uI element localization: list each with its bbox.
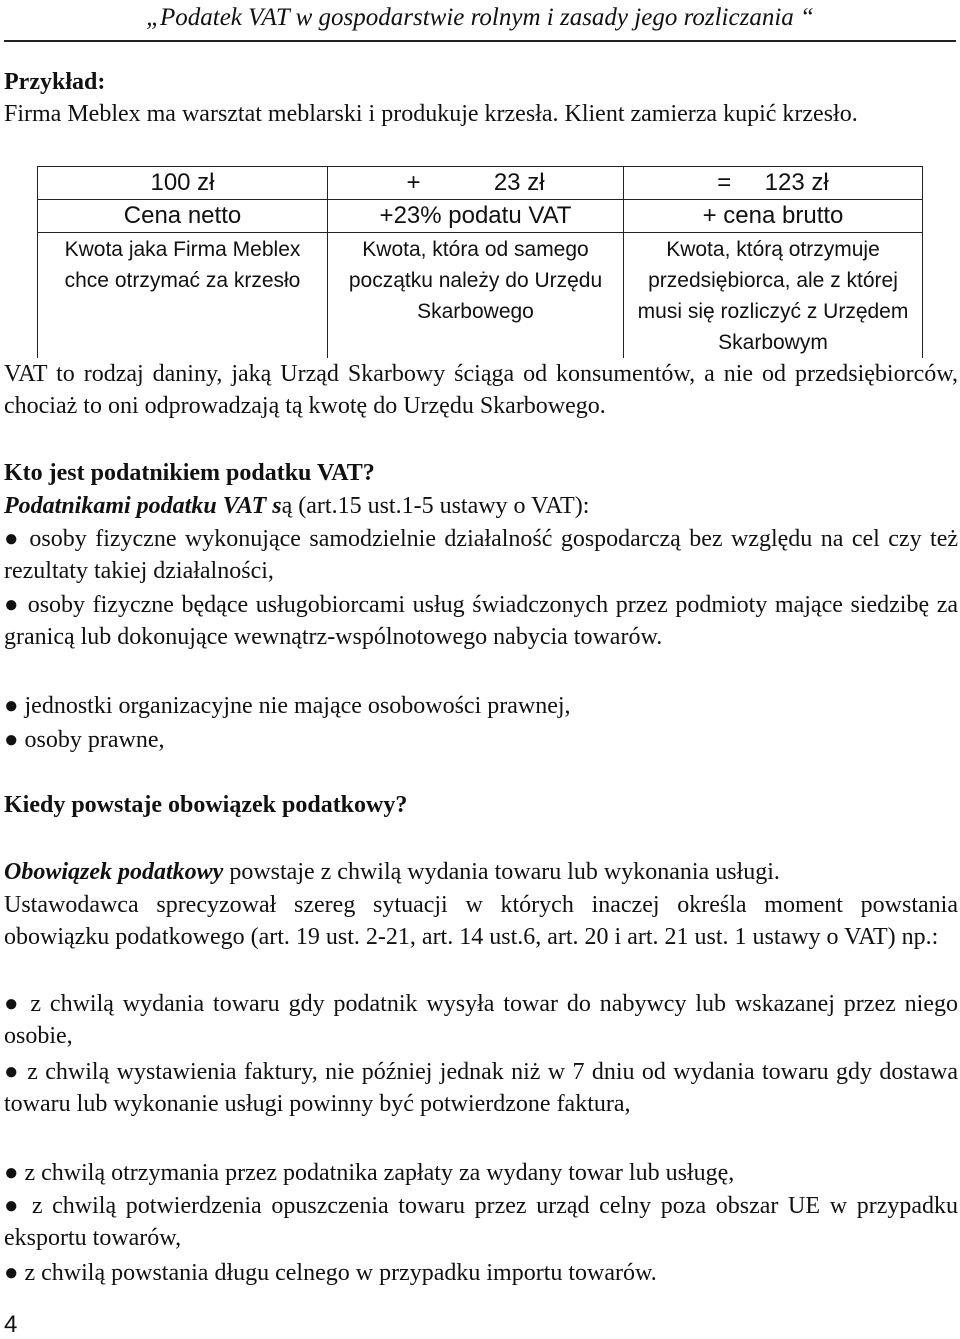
- bullet-icon: ●: [4, 1059, 20, 1085]
- bullet-icon: ●: [4, 991, 22, 1017]
- bullet-icon: ●: [4, 693, 19, 719]
- bullet-icon: ●: [4, 1193, 23, 1219]
- list-item: [4, 1157, 958, 1189]
- table-cell-gross-label: + cena brutto: [624, 200, 923, 233]
- list-item-text: z chwilą powstania długu celnego w przypadku importu towarów.: [24, 1260, 657, 1286]
- bullet-icon: ●: [4, 727, 19, 753]
- list-item: [4, 1190, 958, 1254]
- list-item-text: z chwilą wydania towaru gdy podatnik wysyła towar do nabywcy lub wskazanej przez niego osobie,: [4, 991, 958, 1049]
- table-cell-net-desc: Kwota jaka Firma Meblex chce otrzymać za krzesło: [38, 233, 328, 359]
- obligation-paragraph: Ustawodawca sprecyzował szereg sytuacji w których inaczej określa moment powstania obowiązku podatkowego (art. 19 ust. 2-21, art. 14 ust.6, art. 20 i art. 21 ust. 1 ustawy o VAT) np.:: [4, 892, 958, 950]
- table-cell-vat-label: +23% podatu VAT: [328, 200, 624, 233]
- table-row: [38, 167, 923, 200]
- table-cell-vat-amount: + 23 zł: [328, 167, 624, 200]
- table-cell-gross-amount: = 123 zł: [624, 167, 923, 200]
- vat-example-table: [37, 166, 923, 358]
- bullet-icon: ●: [4, 1260, 19, 1286]
- list-item: [4, 1257, 958, 1289]
- list-item-text: z chwilą potwierdzenia opuszczenia towaru przez urząd celny poza obszar UE w przypadku eksportu towarów,: [4, 1193, 959, 1251]
- table-cell-net-label: Cena netto: [38, 200, 328, 233]
- example-text: Firma Meblex ma warsztat meblarski i produkuje krzesła. Klient zamierza kupić krzesło.: [4, 101, 858, 127]
- obligation-lead: Obowiązek podatkowy powstaje z chwilą wydania towaru lub wykonania usługi.: [4, 859, 780, 885]
- list-item: [4, 523, 958, 587]
- page-number: 4: [4, 1311, 18, 1338]
- list-item: [4, 690, 958, 722]
- list-item-text: osoby fizyczne będące usługobiorcami usług świadczonych przez podmioty mające siedzibę za granicą lub dokonujące wewnątrz-wspólnotowego nabycia towarów.: [4, 592, 958, 650]
- table-row: [38, 200, 923, 233]
- list-item: [4, 988, 958, 1052]
- list-item-text: osoby prawne,: [24, 727, 165, 753]
- list-item-text: z chwilą otrzymania przez podatnika zapłaty za wydany towar lub usługę,: [24, 1160, 735, 1186]
- list-item-text: z chwilą wystawienia faktury, nie później jednak niż w 7 dniu od wydania towaru gdy dostawa towaru lub wykonanie usługi powinny być potwierdzone faktura,: [4, 1059, 959, 1117]
- bullet-icon: ●: [4, 592, 21, 618]
- table-cell-net-amount: 100 zł: [38, 167, 328, 200]
- table-cell-vat-desc: Kwota, która od samego początku należy do Urzędu Skarbowego: [328, 233, 624, 359]
- vat-definition: VAT to rodzaj daniny, jaką Urząd Skarbowy ściąga od konsumentów, a nie od przedsiębiorców, chociaż to oni odprowadzają tą kwotę do Urzędu Skarbowego.: [4, 361, 958, 419]
- list-item: [4, 1056, 958, 1120]
- section-heading-obligation: Kiedy powstaje obowiązek podatkowy?: [4, 792, 408, 818]
- bullet-icon: ●: [4, 526, 21, 552]
- example-block: [4, 66, 958, 130]
- page-header-title: „Podatek VAT w gospodarstwie rolnym i zasady jego rozliczania “: [146, 4, 814, 31]
- table-row: [38, 233, 923, 359]
- list-item: [4, 724, 958, 756]
- list-item: [4, 589, 958, 653]
- list-item-text: osoby fizyczne wykonujące samodzielnie działalność gospodarczą bez względu na cel czy też rezultaty takiej działalności,: [4, 526, 959, 584]
- header-divider: [4, 40, 956, 42]
- section-heading-taxpayers: Kto jest podatnikiem podatku VAT?: [4, 460, 375, 486]
- list-item-text: jednostki organizacyjne nie mające osobowości prawnej,: [24, 693, 571, 719]
- taxpayers-lead: Podatnikami podatku VAT są (art.15 ust.1-5 ustawy o VAT):: [4, 493, 590, 519]
- table-cell-gross-desc: Kwota, którą otrzymuje przedsiębiorca, ale z której musi się rozliczyć z Urzędem Skarbowym: [624, 233, 923, 359]
- example-heading: Przykład:: [4, 69, 106, 95]
- bullet-icon: ●: [4, 1160, 19, 1186]
